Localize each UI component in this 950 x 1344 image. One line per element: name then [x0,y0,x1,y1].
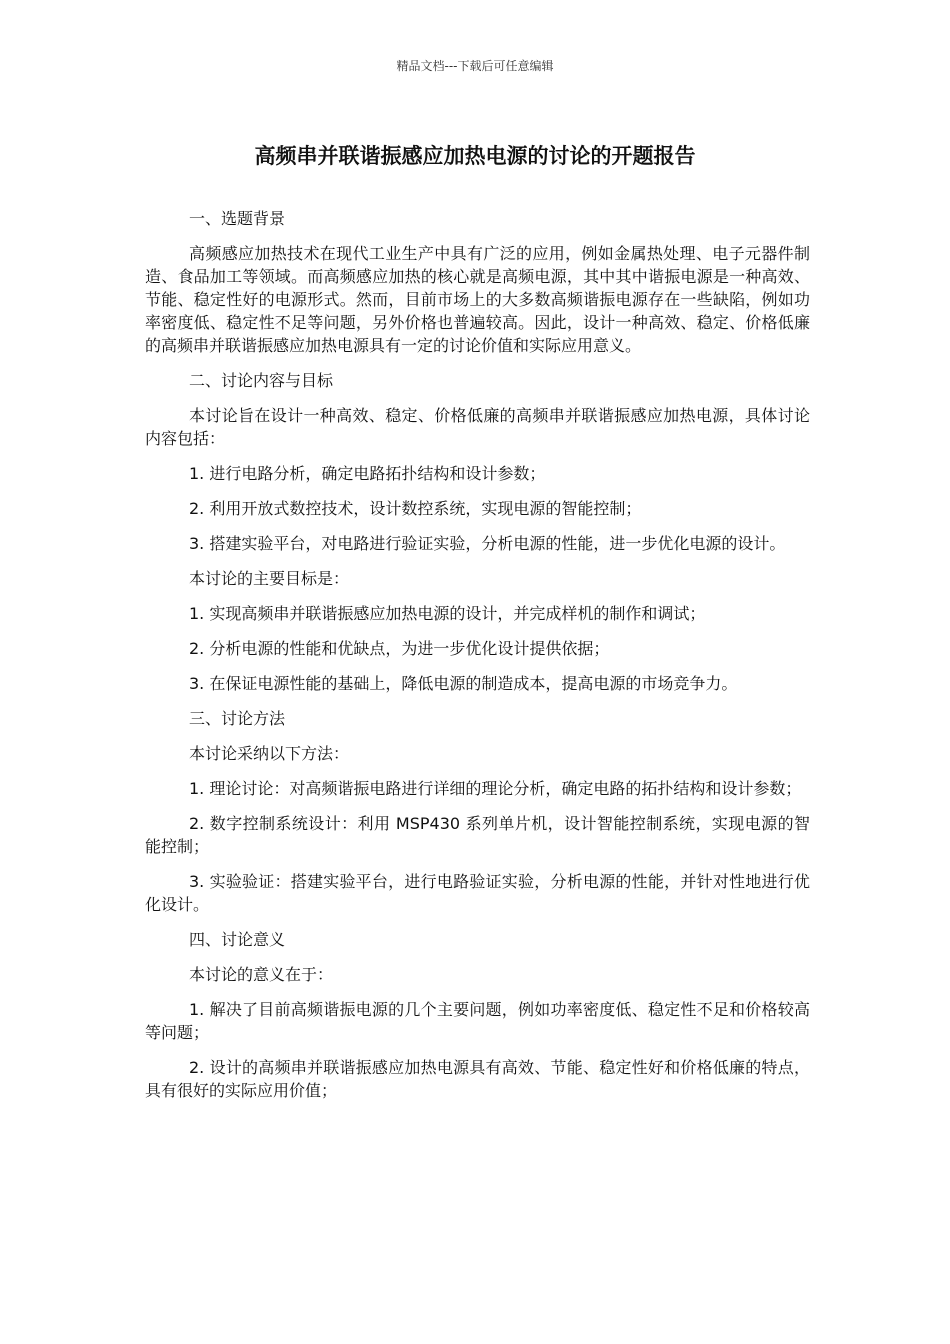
document-title: 高频串并联谐振感应加热电源的讨论的开题报告 [254,144,696,168]
significance-intro-paragraph: 本讨论的意义在于： [189,965,334,984]
section-heading-background: 一、选题背景 [189,209,286,228]
section-heading-methods: 三、讨论方法 [189,709,286,728]
content-list-item: 2. 利用开放式数控技术，设计数控系统，实现电源的智能控制； [189,499,642,518]
page-header: 精品文档---下载后可任意编辑 [396,59,554,73]
section-heading-significance: 四、讨论意义 [189,930,286,949]
methods-intro-paragraph: 本讨论采纳以下方法： [189,744,350,763]
significance-list-item: 1. 解决了目前高频谐振电源的几个主要问题，例如功率密度低、稳定性不足和价格较高等问题； [145,1000,810,1042]
content-list-item: 3. 搭建实验平台，对电路进行验证实验，分析电源的性能，进一步优化电源的设计。 [189,534,786,553]
methods-list-item: 1. 理论讨论：对高频谐振电路进行详细的理论分析，确定电路的拓扑结构和设计参数； [189,779,802,798]
goals-list-item: 1. 实现高频串并联谐振感应加热电源的设计，并完成样机的制作和调试； [189,604,706,623]
goals-list-item: 3. 在保证电源性能的基础上，降低电源的制造成本，提高电源的市场竞争力。 [189,674,738,693]
goals-intro-paragraph: 本讨论的主要目标是： [189,569,350,588]
background-paragraph: 高频感应加热技术在现代工业生产中具有广泛的应用，例如金属热处理、电子元器件制造、食品加工等领域。而高频感应加热的核心就是高频电源，其中其中谐振电源是一种高效、节能、稳定性好的电源形式。然而，目前市场上的大多数高频谐振电源存在一些缺陷，例如功率密度低、稳定性不足等问题，另外价格也普遍较高。因此，设计一种高效、稳定、价格低廉的高频串并联谐振感应加热电源具有一定的讨论价值和实际应用意义。 [145,244,810,355]
content-intro-paragraph: 本讨论旨在设计一种高效、稳定、价格低廉的高频串并联谐振感应加热电源，具体讨论内容包括： [145,406,810,448]
significance-list-item: 2. 设计的高频串并联谐振感应加热电源具有高效、节能、稳定性好和价格低廉的特点，具有很好的实际应用价值； [145,1058,810,1100]
section-heading-content-goals: 二、讨论内容与目标 [189,371,334,390]
document-body [145,207,810,1114]
goals-list-item: 2. 分析电源的性能和优缺点，为进一步优化设计提供依据； [189,639,610,658]
methods-list-item: 2. 数字控制系统设计：利用 MSP430 系列单片机，设计智能控制系统，实现电源的智能控制； [145,814,810,856]
methods-list-item: 3. 实验验证：搭建实验平台，进行电路验证实验，分析电源的性能，并针对性地进行优化设计。 [145,872,810,914]
content-list-item: 1. 进行电路分析，确定电路拓扑结构和设计参数； [189,464,546,483]
